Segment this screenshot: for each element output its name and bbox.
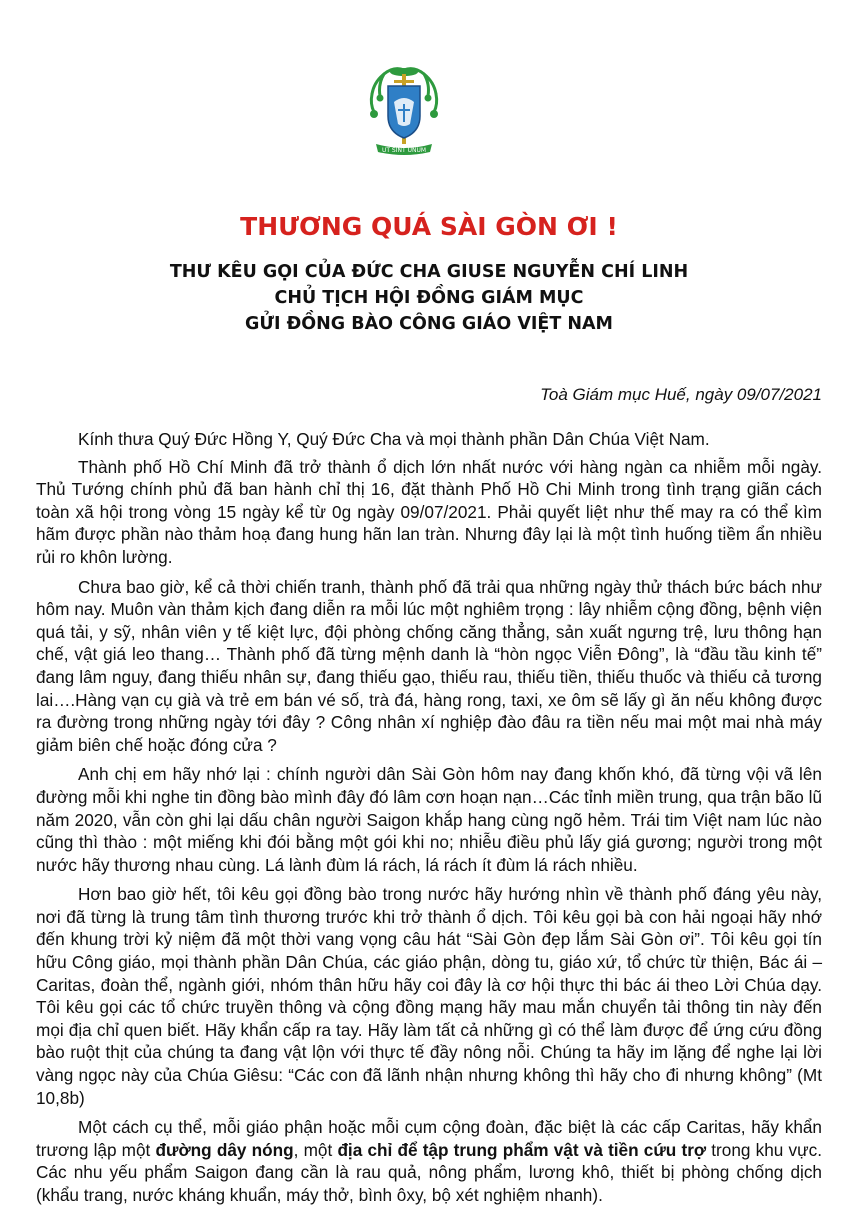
bishop-coat-of-arms-icon: [364, 60, 444, 160]
paragraph-4: Hơn bao giờ hết, tôi kêu gọi đồng bào trong nước hãy hướng nhìn về thành phố đáng yêu này, nơi đã từng là trung tâm tình thương trước khi trở thành ổ dịch. Tôi kêu gọi bà con hải ngoại hãy nhớ đến khung trời kỷ niệm đã một thời vang vọng câu hát “Sài Gòn đẹp lắm Sài Gòn ơi”. Tôi kêu gọi tín hữu Công giáo, mọi thành phần Dân Chúa, các giáo phận, dòng tu, giáo xứ, tổ chức từ thiện, Bác ái – Caritas, đoàn thể, ngành giới, nhóm thân hữu hãy coi đây là cơ hội thực thi bác ái theo Lời Chúa dạy. Tôi kêu gọi các tổ chức truyền thông và cộng đồng mạng hãy mau mắn chuyển tải thông tin này đến mọi địa chỉ quen biết. Hãy khẩn cấp ra tay. Hãy làm tất cả những gì có thể làm được để ứng cứu đồng bào ruột thịt của chúng ta đang vật lộn với thực tế đầy nông nỗi. Chúng ta hãy im lặng để nghe lại lời vàng ngọc này của Chúa Giêsu: “Các con đã lãnh nhận nhưng không thì hãy cho đi nhưng không” (Mt 10,8b): [36, 884, 822, 1108]
hotline-emphasis: đường dây nóng: [155, 1139, 294, 1160]
crest-motto: UT SINT UNUM: [381, 147, 427, 154]
p5-text-e: trong khu vực. Các nhu yếu phẩm Saigon đang cần là rau quả, nông phẩm, lương khô, thiết bị phòng chống dịch (khẩu trang, nước kháng khuẩn, máy thở, bình ôxy, bộ xét nghiệm nhanh).: [36, 1139, 822, 1205]
salutation: Kính thưa Quý Đức Hồng Y, Quý Đức Cha và mọi thành phần Dân Chúa Việt Nam.: [78, 429, 710, 449]
subtitle-line-2: CHỦ TỊCH HỘI ĐỒNG GIÁM MỤC: [274, 288, 584, 308]
p5-text-a: Một cách cụ thể, mỗi giáo phận hoặc mỗi cụm cộng đoàn, đặc biệt là các cấp Caritas, hãy khẩn trương lập một: [36, 1117, 822, 1160]
paragraph-5: [36, 1116, 822, 1206]
p5-text-c: , một: [293, 1139, 338, 1160]
relief-address-emphasis: địa chỉ để tập trung phẩm vật và tiền cứu trợ: [337, 1139, 707, 1160]
letter-body: [36, 428, 822, 1214]
paragraph-1: Thành phố Hồ Chí Minh đã trở thành ổ dịch lớn nhất nước với hàng ngàn ca nhiễm mỗi ngày. Thủ Tướng chính phủ đã ban hành chỉ thị 16, đặt thành Phố Hồ Chi Minh trong tình trạng giãn cách toàn xã hội trong vòng 15 ngày kể từ 0g ngày 09/07/2021. Phải quyết liệt như thế may ra có thể kìm hãm được phần nào thảm hoạ đang hung hãn lan tràn. Nhưng đây lại là một tình huống tiềm ẩn nhiều rủi ro khôn lường.: [36, 456, 822, 567]
paragraph-2: Chưa bao giờ, kể cả thời chiến tranh, thành phố đã trải qua những ngày thử thách bức bách như hôm nay. Muôn vàn thảm kịch đang diễn ra mỗi lúc một nghiêm trọng : lây nhiễm cộng đồng, bệnh viện quá tải, y sỹ, nhân viên y tế kiệt lực, đội phòng chống căng thẳng, sản xuất ngưng trệ, lưu thông hạn chế, vật giá leo thang… Thành phố đã từng mệnh danh là “hòn ngọc Viễn Đông”, là “đầu tầu kinh tế” đang lâm nguy, đang thiếu nhân sự, đang thiếu gạo, thiếu rau, thiếu tiền, thiếu thuốc và thiếu cả tương lai….Hàng vạn cụ già và trẻ em bán vé số, trà đá, hàng rong, taxi, xe ôm sẽ lấy gì ăn nếu không được ra đường trong những ngày tới đây ? Công nhân xí nghiệp đào đâu ra tiền nếu mai một mai nhà máy giảm biên chế hoặc đóng cửa ?: [36, 576, 822, 755]
dateline: Toà Giám mục Huế, ngày 09/07/2021: [540, 385, 822, 404]
subtitle-line-1: THƯ KÊU GỌI CỦA ĐỨC CHA GIUSE NGUYỄN CHÍ LINH: [169, 262, 689, 282]
document-title: THƯƠNG QUÁ SÀI GÒN ƠI !: [240, 212, 618, 241]
subtitle-line-3: GỬI ĐỒNG BÀO CÔNG GIÁO VIỆT NAM: [245, 314, 613, 334]
paragraph-3: Anh chị em hãy nhớ lại : chính người dân Sài Gòn hôm nay đang khốn khó, đã từng vội vã lên đường mỗi khi nghe tin đồng bào mình đây đó lâm cơn hoạn nạn…Các tỉnh miền trung, qua trận bão lũ năm 2020, vẫn còn ghi lại dấu chân người Saigon khắp hang cùng ngõ hẻm. Trái tim Việt nam lúc nào cũng thì thào : một miếng khi đói bằng một gói khi no; nhiễu điều phủ lấy giá gương; người trong một nước hãy thương nhau cùng. Lá lành đùm lá rách, lá rách ít đùm lá rách nhiều.: [36, 764, 823, 875]
